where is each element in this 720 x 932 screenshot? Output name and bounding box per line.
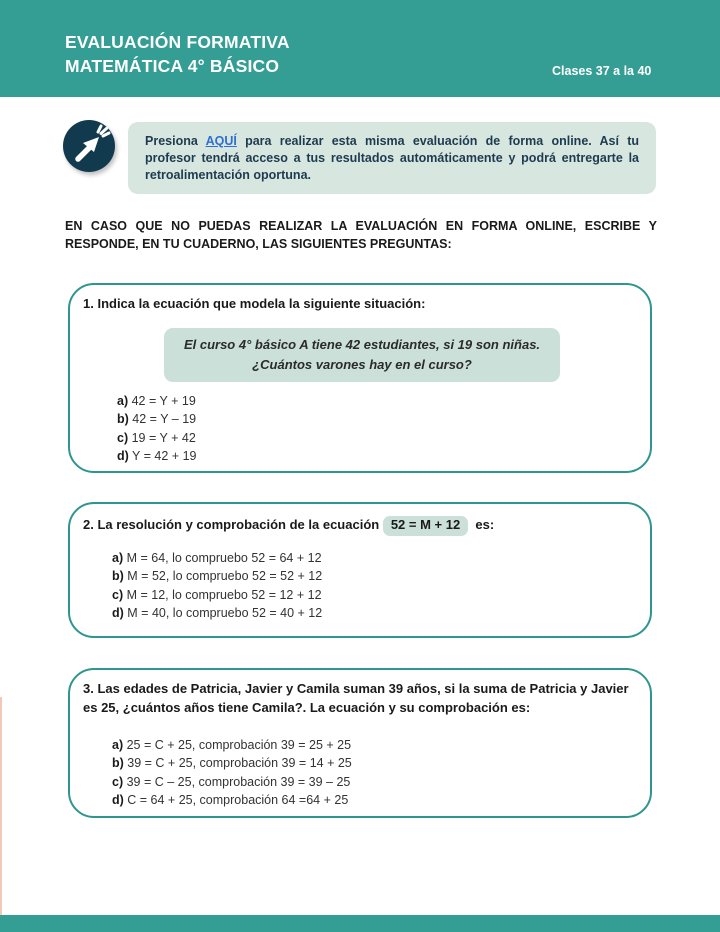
option-b bbox=[117, 410, 196, 428]
question-1-situation-box bbox=[164, 328, 560, 382]
online-info-text bbox=[145, 133, 639, 184]
option-letter: a) bbox=[112, 551, 124, 565]
option-d bbox=[112, 791, 352, 809]
option-letter: a) bbox=[112, 738, 124, 752]
offline-instructions: EN CASO QUE NO PUEDAS REALIZAR LA EVALUACIÓN EN FORMA ONLINE, ESCRIBE Y RESPONDE, EN TU CUADERNO, LAS SIGUIENTES PREGUNTAS: bbox=[65, 219, 657, 251]
option-text: Y = 42 + 19 bbox=[128, 448, 197, 463]
option-c bbox=[112, 773, 352, 791]
option-c bbox=[112, 586, 322, 604]
option-text: M = 12, lo compruebo 52 = 12 + 12 bbox=[123, 587, 322, 602]
option-text: M = 64, lo compruebo 52 = 64 + 12 bbox=[123, 551, 322, 565]
option-text: C = 64 + 25, comprobación 64 =64 + 25 bbox=[123, 792, 349, 807]
option-letter: a) bbox=[117, 394, 129, 408]
option-letter: c) bbox=[117, 430, 129, 445]
online-evaluation-link[interactable]: AQUÍ bbox=[205, 134, 237, 148]
equation-highlight: 52 = M + 12 bbox=[383, 516, 468, 536]
info-text-after: para realizar esta misma evaluación de forma online. Así tu profesor tendrá acceso a tus resultados automáticamente y podrá entregarte la retroalimentación oportuna. bbox=[145, 134, 639, 182]
question-2-options bbox=[112, 549, 322, 622]
option-a bbox=[117, 392, 196, 410]
option-letter: d) bbox=[112, 792, 124, 807]
situation-line-1: El curso 4° básico A tiene 42 estudiantes, si 19 son niñas. bbox=[183, 337, 541, 352]
option-c bbox=[117, 429, 196, 447]
option-b bbox=[112, 567, 322, 585]
question-1-options bbox=[117, 392, 196, 465]
prompt-before: 2. La resolución y comprobación de la ecuación bbox=[83, 517, 383, 532]
question-3-prompt: 3. Las edades de Patricia, Javier y Camila suman 39 años, si la suma de Patricia y Javier es 25, ¿cuántos años tiene Camila?. La ecuación y su comprobación es: bbox=[83, 681, 629, 715]
question-3-box bbox=[68, 668, 652, 818]
option-text: M = 52, lo compruebo 52 = 52 + 12 bbox=[123, 569, 323, 584]
option-letter: d) bbox=[112, 605, 124, 620]
option-text: 39 = C – 25, comprobación 39 = 39 – 25 bbox=[123, 774, 351, 789]
option-letter: b) bbox=[112, 569, 124, 584]
option-text: 42 = Y – 19 bbox=[128, 412, 197, 427]
prompt-after: es: bbox=[468, 517, 495, 532]
option-text: 42 = Y + 19 bbox=[128, 394, 196, 408]
option-a bbox=[112, 736, 352, 754]
info-text-before: Presiona bbox=[145, 134, 206, 148]
option-text: 25 = C + 25, comprobación 39 = 25 + 25 bbox=[123, 738, 352, 752]
option-letter: b) bbox=[117, 412, 129, 427]
question-3-options bbox=[112, 736, 352, 809]
classes-range-label: Clases 37 a la 40 bbox=[552, 64, 652, 78]
option-letter: b) bbox=[112, 756, 124, 771]
situation-line-2: ¿Cuántos varones hay en el curso? bbox=[252, 357, 472, 372]
question-1-prompt: 1. Indica la ecuación que modela la siguiente situación: bbox=[83, 296, 426, 311]
question-1-box bbox=[68, 283, 652, 473]
option-letter: d) bbox=[117, 448, 129, 463]
option-a bbox=[112, 549, 322, 567]
online-info-box bbox=[128, 122, 656, 194]
option-text: 39 = C + 25, comprobación 39 = 14 + 25 bbox=[123, 756, 352, 771]
page-title-line1: EVALUACIÓN FORMATIVA bbox=[65, 32, 290, 52]
option-d bbox=[112, 604, 322, 622]
option-b bbox=[112, 754, 352, 772]
option-text: M = 40, lo compruebo 52 = 40 + 12 bbox=[123, 605, 323, 620]
page-header bbox=[0, 0, 720, 97]
question-2-prompt bbox=[83, 516, 639, 536]
page-title-line2: MATEMÁTICA 4° BÁSICO bbox=[65, 56, 280, 76]
question-2-box bbox=[68, 502, 652, 638]
page-edge-line bbox=[0, 697, 2, 915]
option-d bbox=[117, 447, 196, 465]
click-cursor-icon bbox=[63, 120, 115, 172]
page-title bbox=[65, 30, 290, 78]
option-text: 19 = Y + 42 bbox=[128, 430, 196, 445]
page-footer-bar bbox=[0, 915, 720, 932]
option-letter: c) bbox=[112, 774, 124, 789]
click-cursor-badge bbox=[63, 120, 115, 172]
option-letter: c) bbox=[112, 587, 124, 602]
